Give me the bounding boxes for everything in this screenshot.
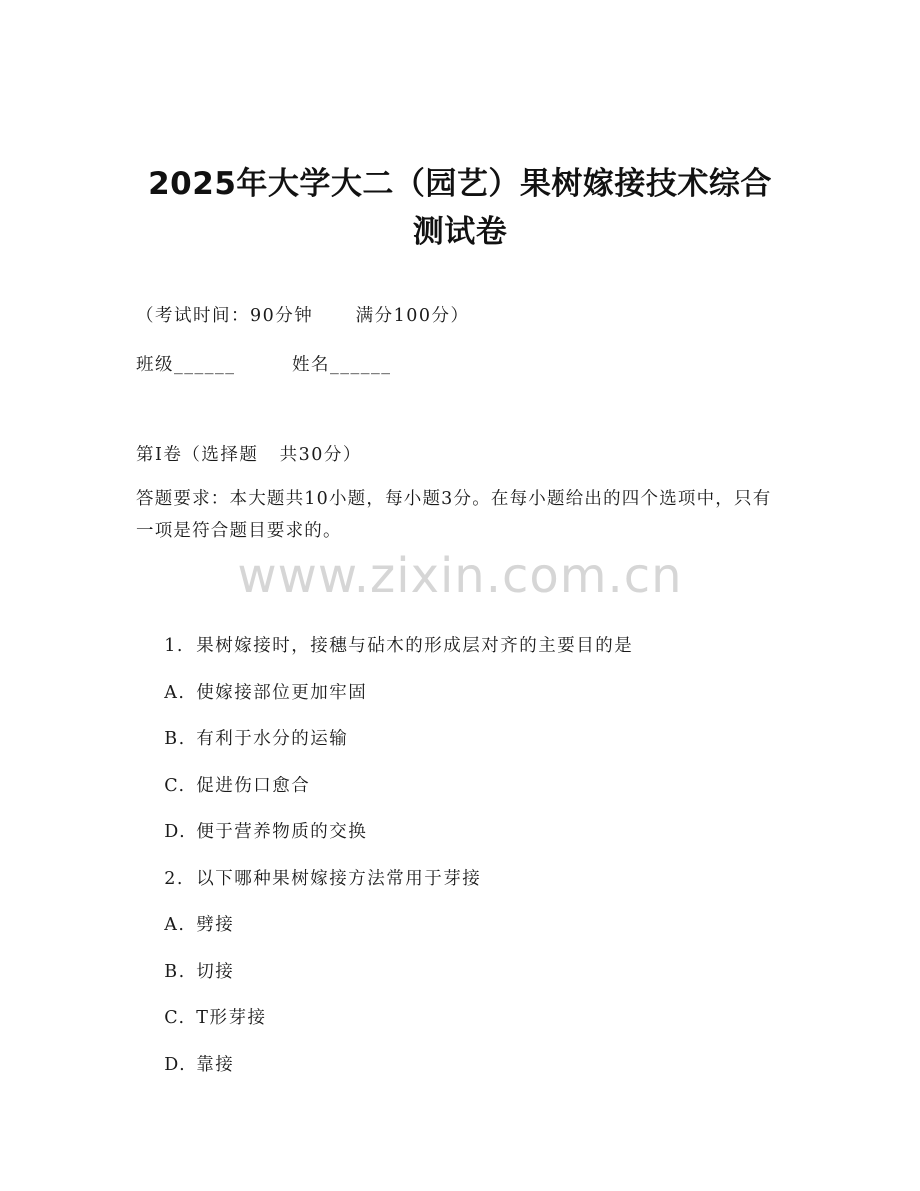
option-letter: B. [164,962,186,982]
option-text: 劈接 [196,915,235,935]
option-letter: A. [164,915,186,935]
exam-info: （考试时间：90分钟 满分100分） [136,306,470,326]
option-letter: C. [164,776,186,796]
section-heading: 第I卷（选择题 共30分） [136,445,362,465]
option-text: 使嫁接部位更加牢固 [196,683,368,703]
option-text: 靠接 [196,1055,235,1075]
exam-title-line-1: 2025年大学大二（园艺）果树嫁接技术综合 [148,166,772,202]
option-text: 切接 [196,962,235,982]
question-2-option-d [136,1031,234,1096]
watermark: www.zixin.com.cn [237,548,683,604]
option-letter: D. [164,822,187,842]
question-text: 以下哪种果树嫁接方法常用于芽接 [196,869,482,889]
question-number: 2. [164,869,184,889]
option-letter: C. [164,1008,186,1028]
option-text: 有利于水分的运输 [196,729,349,749]
section-instructions: 答题要求：本大题共10小题，每小题3分。在每小题给出的四个选项中，只有一项是符合题目要求的。 [136,489,772,541]
option-text: 便于营养物质的交换 [196,822,368,842]
student-fields: 班级______ 姓名______ [136,355,392,375]
option-text: T形芽接 [196,1008,267,1028]
option-letter: B. [164,729,186,749]
option-letter: A. [164,683,186,703]
exam-title-line-2: 测试卷 [412,214,508,250]
question-text: 果树嫁接时，接穗与砧木的形成层对齐的主要目的是 [196,636,634,656]
question-number: 1. [164,636,184,656]
option-letter: D. [164,1055,187,1075]
option-text: 促进伤口愈合 [196,776,311,796]
